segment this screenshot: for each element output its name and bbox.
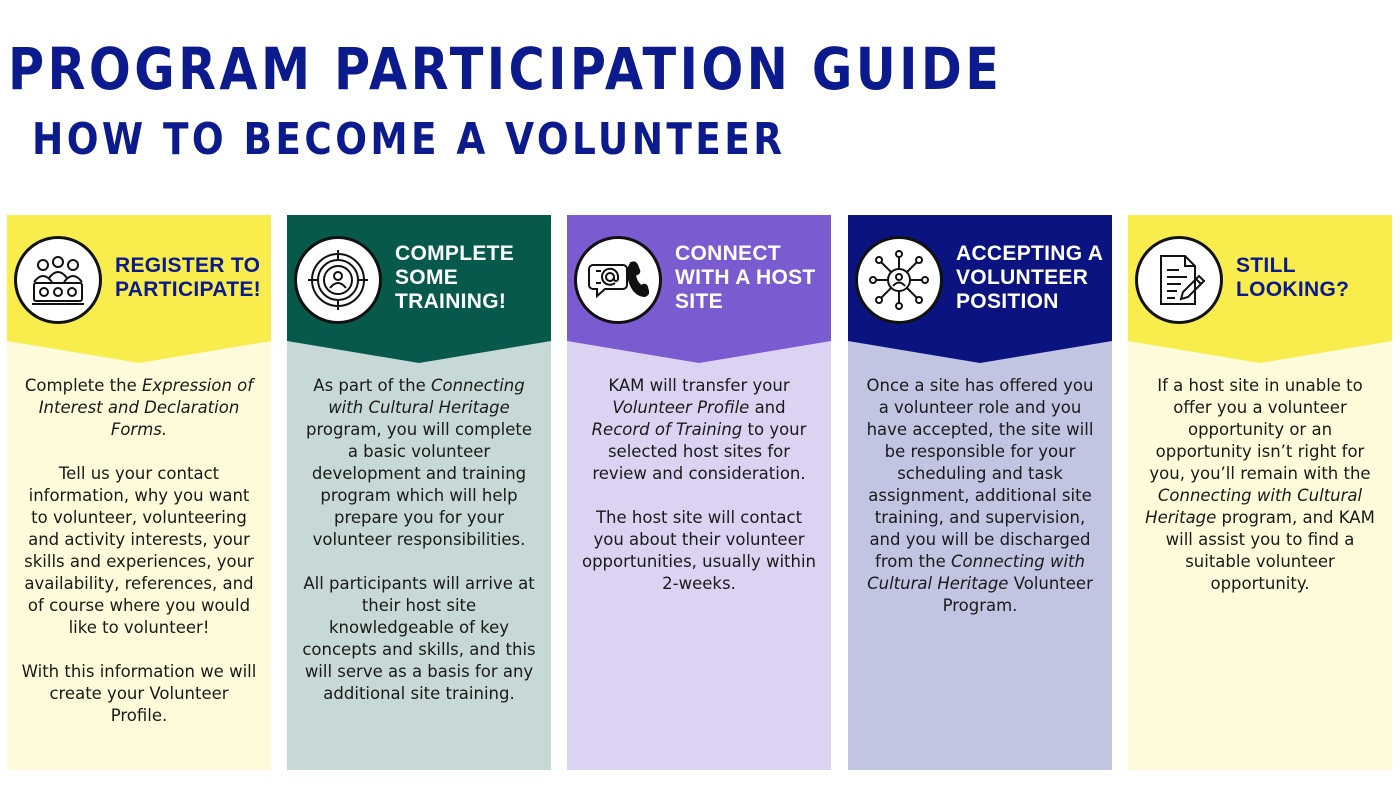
- body-paragraph: [1142, 375, 1378, 595]
- card-pointer: [1128, 340, 1392, 364]
- step-card-training: [287, 215, 551, 770]
- emphasis-text: Record of Training: [591, 420, 743, 439]
- step-card-still-looking: [1128, 215, 1392, 770]
- body-text-run: All participants will arrive at their host site knowledgeable of key concepts and skills, and this will serve as a basis for any additional site training.: [302, 574, 536, 703]
- card-pointer: [287, 340, 551, 364]
- body-text-run: With this information we will create your Volunteer Profile.: [21, 662, 257, 725]
- body-text-run: Complete the: [24, 376, 142, 395]
- body-text-run: to your selected host sites for review and consideration.: [592, 420, 807, 483]
- body-text-run: If a host site in unable to offer you a volunteer opportunity or an opportunity isn’t right for you, you’ll remain with the: [1149, 376, 1371, 483]
- body-text-run: program, you will complete a basic volunteer development and training program which will help prepare you for your volunteer responsibilities.: [305, 420, 533, 549]
- step-card-accepting: [848, 215, 1112, 770]
- page-subtitle: HOW TO BECOME A VOLUNTEER: [32, 114, 786, 165]
- body-paragraph: [581, 375, 817, 485]
- email-phone-icon: [574, 236, 662, 324]
- body-paragraph: [862, 375, 1098, 617]
- body-text-run: As part of the: [313, 376, 431, 395]
- body-paragraph: [581, 507, 817, 595]
- document-pen-icon: [1135, 236, 1223, 324]
- step-card-register: [7, 215, 271, 770]
- body-text-run: The host site will contact you about their volunteer opportunities, usually within 2-weeks.: [581, 508, 817, 593]
- step-label: STILL LOOKING?: [1236, 254, 1350, 301]
- page-title: PROGRAM PARTICIPATION GUIDE: [8, 35, 1003, 103]
- body-text-run: Volunteer Program.: [942, 574, 1093, 615]
- emphasis-text: Connecting with Cultural Heritage: [328, 376, 525, 417]
- network-person-icon: [855, 236, 943, 324]
- step-label: CONNECT WITH A HOST SITE: [675, 242, 816, 313]
- step-body: [21, 375, 257, 749]
- group-icon: [14, 236, 102, 324]
- body-paragraph: [21, 463, 257, 639]
- body-text-run: Tell us your contact information, why you want to volunteer, volunteering and activity interests, your skills and experiences, your availability, references, and of course where you would like to volunteer!: [24, 464, 254, 637]
- step-body: [1142, 375, 1378, 617]
- body-text-run: KAM will transfer your: [608, 376, 790, 395]
- body-text-run: program, and KAM will assist you to find a suitable volunteer opportunity.: [1165, 508, 1375, 593]
- emphasis-text: Connecting with Cultural Heritage: [867, 552, 1085, 593]
- step-body: [301, 375, 537, 727]
- step-label: ACCEPTING A VOLUNTEER POSITION: [956, 242, 1103, 313]
- step-body: [581, 375, 817, 617]
- emphasis-text: Expression of Interest and Declaration Forms.: [38, 376, 254, 439]
- step-card-connect: [567, 215, 831, 770]
- body-paragraph: [21, 375, 257, 441]
- emphasis-text: Volunteer Profile: [612, 398, 750, 417]
- target-person-icon: [294, 236, 382, 324]
- body-text-run: and: [749, 398, 786, 417]
- body-paragraph: [301, 375, 537, 551]
- emphasis-text: Connecting with Cultural Heritage: [1145, 486, 1363, 527]
- body-paragraph: [301, 573, 537, 705]
- step-label: COMPLETE SOME TRAINING!: [395, 242, 515, 313]
- step-label: REGISTER TO PARTICIPATE!: [115, 254, 261, 301]
- card-pointer: [848, 340, 1112, 364]
- card-pointer: [567, 340, 831, 364]
- body-paragraph: [21, 661, 257, 727]
- body-text-run: Once a site has offered you a volunteer role and you have accepted, the site will be responsible for your scheduling and task assignment, additional site training, and supervision, and you will be discharged from the: [866, 376, 1094, 571]
- card-pointer: [7, 340, 271, 364]
- step-body: [862, 375, 1098, 639]
